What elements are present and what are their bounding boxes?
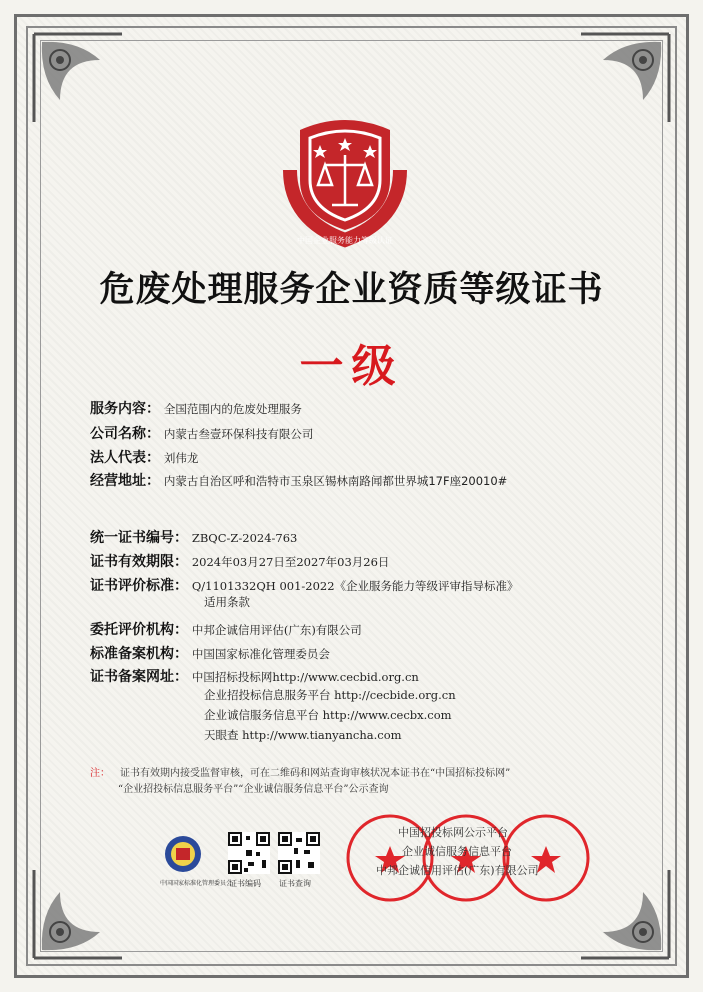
certificate-level: 一级: [299, 341, 404, 392]
website-link-3[interactable]: 企业诚信服务信息平台 http://www.cecbx.com: [204, 708, 452, 722]
website-row: [90, 666, 419, 686]
website-link-2[interactable]: 企业招投标信息服务平台 http://cecbide.org.cn: [204, 688, 456, 702]
service-label: 服务内容：: [90, 401, 160, 417]
cert-no-label: 统一证书编号：: [90, 530, 188, 546]
address-value: 内蒙古自治区呼和浩特市玉泉区锡林南路闻都世界城17F座20010#: [163, 474, 508, 488]
cert-no-value: ZBQC-Z-2024-763: [191, 531, 298, 545]
stamp-line-3: 中邦企诚信用评估(广东)有限公司: [376, 864, 539, 877]
note-line-1: 证书有效期内接受监督审核，可在二维码和网站查询审核状况本证书在“中国招标投标网”: [120, 768, 511, 779]
qr1-caption: 证书编码: [229, 879, 261, 888]
stamp-line-1: 中国招投标网公示平台: [398, 826, 508, 839]
address-row: [90, 470, 507, 490]
website-link-4[interactable]: 天眼查 http://www.tianyancha.com: [204, 728, 402, 742]
filing-org-label: 标准备案机构：: [90, 646, 188, 662]
qr2-caption: 证书查询: [279, 879, 311, 888]
agency-row: [90, 619, 362, 639]
validity-row: [90, 551, 389, 571]
company-value: 内蒙古叁壹环保科技有限公司: [163, 427, 314, 441]
red-official-stamp-icon: [500, 812, 592, 904]
corner-ornament-icon: [30, 866, 126, 962]
service-value: 全国范围内的危废处理服务: [163, 402, 302, 416]
corner-ornament-icon: [577, 30, 673, 126]
filing-org-row: [90, 643, 330, 663]
legal-rep-label: 法人代表：: [90, 450, 160, 466]
service-row: [90, 398, 302, 418]
cert-no-row: [90, 527, 297, 547]
qr-code-icon: [278, 832, 320, 874]
sac-logo-caption: 中国国家标准化管理委员会: [160, 880, 233, 887]
note-line-2: “企业招投标信息服务平台”“企业诚信服务信息平台”公示查询: [118, 784, 389, 795]
filing-org-value: 中国国家标准化管理委员会: [191, 647, 330, 661]
legal-rep-value: 刘伟龙: [163, 451, 199, 465]
address-label: 经营地址：: [90, 473, 160, 489]
standard-value-line2: 适用条款: [204, 595, 250, 609]
stamp-line-2: 企业诚信服务信息平台: [402, 845, 512, 858]
certificate-title: 危废处理服务企业资质等级证书: [99, 270, 604, 310]
validity-label: 证书有效期限：: [90, 554, 188, 570]
company-label: 公司名称：: [90, 426, 160, 442]
validity-value: 2024年03月27日至2027年03月26日: [191, 555, 390, 569]
standard-label: 证书评价标准：: [90, 578, 188, 594]
agency-value: 中邦企诚信用评估(广东)有限公司: [191, 623, 362, 637]
qr-code-icon: [228, 832, 270, 874]
note-mark: 注：: [90, 768, 110, 779]
standard-row: [90, 575, 519, 595]
certificate-note: [90, 766, 610, 798]
legal-rep-row: [90, 447, 198, 467]
website-link-1[interactable]: 中国招标投标网http://www.cecbid.org.cn: [191, 670, 419, 684]
scales-shield-icon: [270, 100, 420, 250]
company-row: [90, 423, 313, 443]
emblem-ring-text: 中国企业服务能力等级认证: [297, 236, 393, 245]
agency-label: 委托评价机构：: [90, 622, 188, 638]
corner-ornament-icon: [30, 30, 126, 126]
standard-value: Q/1101332QH 001-2022《企业服务能力等级评审指导标准》: [191, 579, 519, 593]
website-label: 证书备案网址：: [90, 669, 188, 685]
